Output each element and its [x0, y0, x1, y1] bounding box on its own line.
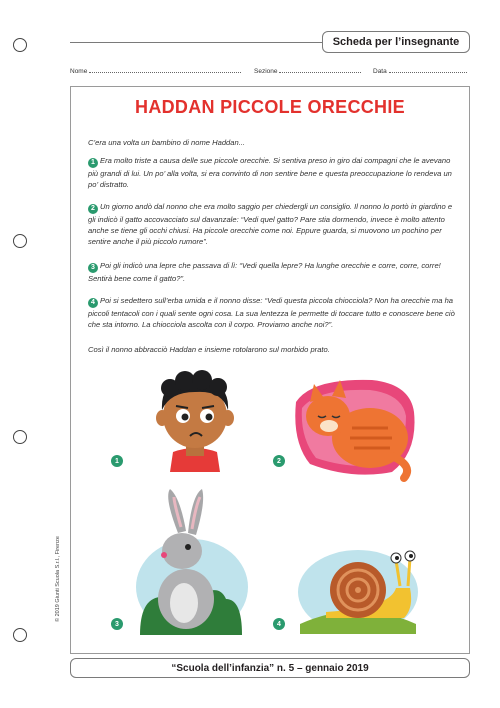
- story-intro: C’era una volta un bambino di nome Haddan...: [88, 138, 246, 147]
- paragraph-text-3: Poi gli indicò una lepre che passava di lì: “Vedi quella lepre? Ha lunghe orecchie e corre, corre, corre! Sentirà bene come il gatto?”.: [88, 261, 441, 283]
- boy-illustration-icon: [140, 368, 250, 472]
- name-label: Nome: [70, 68, 88, 75]
- story-title: HADDAN PICCOLE ORECCHIE: [135, 97, 405, 117]
- story-paragraph-2: [88, 201, 456, 247]
- header-tab: [322, 31, 470, 53]
- paragraph-number-4: 4: [88, 298, 98, 308]
- paragraph-number-2: 2: [88, 204, 98, 214]
- story-paragraph-4: [88, 295, 456, 330]
- paragraph-text-4: Poi si sedettero sull’erba umida e il nonno disse: “Vedi questa piccola chiocciola? Non ha orecchie ma ha piccoli tentacoli con i quali sente ogni cosa. La sua lentezza le permette di toccare tutto e conoscere bene ciò che sta intorno. La chiocciola ascolta con il corpo. Proviamo anche noi?”.: [88, 296, 455, 329]
- paragraph-text-1: Era molto triste a causa delle sue piccole orecchie. Si sentiva preso in giro dai compagni che le avevano più grandi di lui. Un po’ alla volta, si era convinto di non sentire bene e questa preoccupazione lo rendeva un po’ distratto.: [88, 156, 452, 189]
- footer-text: “Scuola dell’infanzia” n. 5 – gennaio 2019: [171, 662, 369, 674]
- image-number-2: 2: [273, 455, 285, 467]
- paragraph-text-2: Un giorno andò dal nonno che era molto saggio per chiedergli un consiglio. Il nonno lo portò in giardino e gli indicò il gatto accovacciato sul davanzale: “Vedi quel gatto? Pare stia dormendo, invece è molto attento anche se tiene gli occhi chiusi. Ha piccole orecchie come noi. Eppure guarda, si muovono un pochino per sentire anche il più piccolo rumore”.: [88, 202, 453, 246]
- section-field[interactable]: [254, 66, 361, 75]
- header-rule: [70, 42, 322, 43]
- header-tab-label: Scheda per l’insegnante: [332, 36, 460, 48]
- image-number-3: 3: [111, 618, 123, 630]
- cat-illustration-icon: [292, 372, 420, 482]
- binder-hole-4: [13, 628, 27, 642]
- image-number-1: 1: [111, 455, 123, 467]
- paragraph-number-1: 1: [88, 158, 98, 168]
- story-paragraph-3: [88, 260, 456, 284]
- paragraph-number-3: 3: [88, 263, 98, 273]
- hare-illustration-icon: [130, 487, 250, 635]
- story-paragraph-1: [88, 155, 456, 190]
- binder-hole-1: [13, 38, 27, 52]
- story-closing: Così il nonno abbracciò Haddan e insieme rotolarono sul morbido prato.: [88, 345, 330, 354]
- image-number-4: 4: [273, 618, 285, 630]
- footer-banner: [70, 658, 470, 678]
- copyright-credit: © 2019 Giunti Scuola S.r.l., Firenze: [55, 536, 61, 622]
- binder-hole-2: [13, 234, 27, 248]
- date-label: Data: [373, 68, 387, 75]
- snail-illustration-icon: [296, 528, 420, 634]
- binder-hole-3: [13, 430, 27, 444]
- date-field[interactable]: [373, 66, 467, 75]
- section-label: Sezione: [254, 68, 278, 75]
- name-field[interactable]: [70, 66, 241, 75]
